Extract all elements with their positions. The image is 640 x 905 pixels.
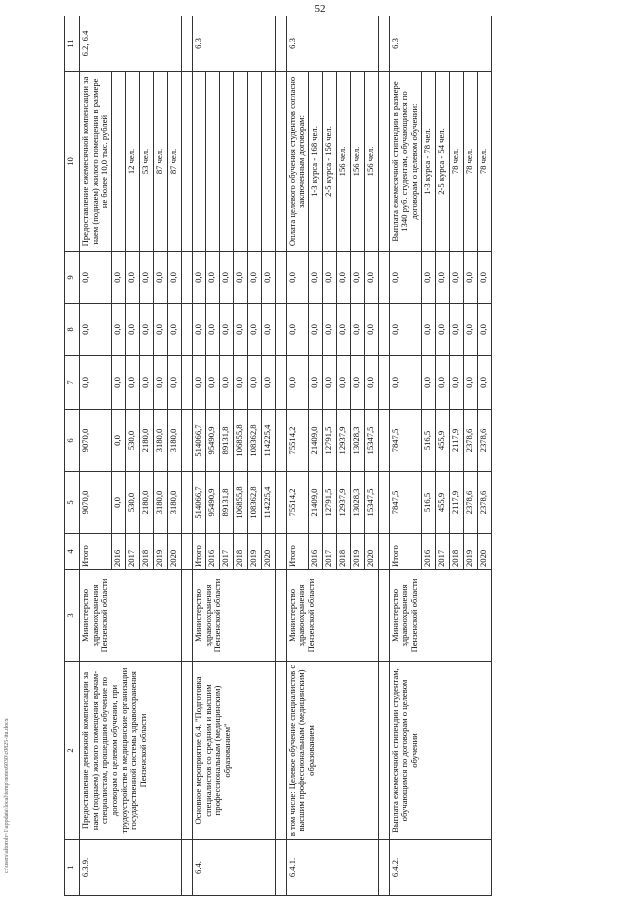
year-value: 0,0 <box>449 252 463 304</box>
separator-cell <box>378 662 389 840</box>
year-value: 0,0 <box>477 356 491 410</box>
table-row <box>389 16 421 896</box>
year-value: 0,0 <box>139 356 153 410</box>
total-value: 7847,5 <box>389 410 421 472</box>
total-value: 514066,7 <box>192 472 205 534</box>
separator-cell <box>181 840 192 896</box>
year-value: 0,0 <box>435 252 449 304</box>
year-value: 0,0 <box>435 356 449 410</box>
table-row <box>286 16 308 896</box>
year-value: 0,0 <box>350 252 364 304</box>
row-separator <box>181 16 192 896</box>
total-value: 514066,7 <box>192 410 205 472</box>
rotated-page <box>64 16 594 896</box>
year-value: 12937,9 <box>336 410 350 472</box>
row-code: 6.3.9. <box>80 840 182 896</box>
separator-cell <box>275 570 286 662</box>
year-value: 0,0 <box>322 252 336 304</box>
total-label: Итого <box>389 534 421 570</box>
total-value: 0,0 <box>286 304 308 356</box>
year-value: 0,0 <box>219 252 233 304</box>
year-value: 0,0 <box>167 252 181 304</box>
year-value: 0,0 <box>167 304 181 356</box>
year-value: 13028,3 <box>350 472 364 534</box>
year-value: 2378,6 <box>463 410 477 472</box>
column-number: 2 <box>65 662 80 840</box>
year-value: 0,0 <box>449 356 463 410</box>
year-value: 0,0 <box>477 252 491 304</box>
reference-code: 6.2, 6.4 <box>80 16 182 72</box>
year-value: 0,0 <box>125 304 139 356</box>
indicator-value: 156 чел. <box>336 72 350 252</box>
year-value: 0,0 <box>364 252 378 304</box>
year-value: 0,0 <box>205 304 219 356</box>
separator-cell <box>181 662 192 840</box>
separator-cell <box>275 662 286 840</box>
separator-cell <box>275 72 286 252</box>
year-value: 0,0 <box>435 304 449 356</box>
total-value: 0,0 <box>192 304 205 356</box>
year-value: 0,0 <box>233 252 247 304</box>
year-value: 114225,4 <box>261 472 275 534</box>
indicator-text: Предоставление ежемесячной компенсации за наем (поднаем) жилого помещения в размере не более 10,0 тыс. рублей <box>80 72 112 252</box>
column-number: 4 <box>65 534 80 570</box>
year-cell: 2016 <box>205 534 219 570</box>
year-value: 15347,5 <box>364 472 378 534</box>
year-value: 0,0 <box>350 304 364 356</box>
year-value: 89131,8 <box>219 410 233 472</box>
indicator-value: 2-5 курса - 54 чел. <box>435 72 449 252</box>
year-value: 0,0 <box>477 304 491 356</box>
year-value: 3180,0 <box>167 472 181 534</box>
year-cell: 2018 <box>233 534 247 570</box>
page-number: 52 <box>314 3 326 15</box>
separator-cell <box>181 16 192 72</box>
separator-cell <box>275 16 286 72</box>
year-value: 0,0 <box>205 252 219 304</box>
indicator-value <box>247 72 261 252</box>
year-cell: 2017 <box>219 534 233 570</box>
separator-cell <box>378 570 389 662</box>
total-value: 0,0 <box>286 356 308 410</box>
program-table <box>64 16 492 896</box>
year-value: 0,0 <box>219 356 233 410</box>
year-value: 0,0 <box>463 304 477 356</box>
year-value: 2180,0 <box>139 472 153 534</box>
row-code: 6.4. <box>192 840 275 896</box>
indicator-value <box>205 72 219 252</box>
year-value: 0,0 <box>421 356 435 410</box>
year-value: 2378,6 <box>477 410 491 472</box>
year-value: 0,0 <box>261 252 275 304</box>
year-value: 0,0 <box>308 356 322 410</box>
row-executor: Министерство здравоохранения Пензенской области <box>192 570 275 662</box>
column-number: 6 <box>65 410 80 472</box>
year-value: 12791,5 <box>322 410 336 472</box>
year-value: 0,0 <box>233 356 247 410</box>
year-value: 114225,4 <box>261 410 275 472</box>
year-value: 106855,8 <box>233 472 247 534</box>
year-cell: 2020 <box>477 534 491 570</box>
year-value: 516,5 <box>421 410 435 472</box>
column-number: 11 <box>65 16 80 72</box>
reference-code: 6.3 <box>192 16 275 72</box>
year-value: 455,9 <box>435 472 449 534</box>
year-value: 0,0 <box>322 356 336 410</box>
indicator-value: 156 чел. <box>350 72 364 252</box>
separator-cell <box>275 304 286 356</box>
year-value: 0,0 <box>111 410 125 472</box>
footer-path: c:\users\altoroh~1\appdata\local\temp\notes6030\c0825-itu.docx <box>4 718 10 873</box>
year-value: 0,0 <box>125 252 139 304</box>
year-value: 3180,0 <box>167 410 181 472</box>
separator-cell <box>275 356 286 410</box>
separator-cell <box>181 534 192 570</box>
row-code: 6.4.1. <box>286 840 378 896</box>
year-value: 0,0 <box>111 252 125 304</box>
year-cell: 2018 <box>139 534 153 570</box>
row-separator <box>275 16 286 896</box>
separator-cell <box>181 472 192 534</box>
year-value: 21409,0 <box>308 472 322 534</box>
year-value: 0,0 <box>364 356 378 410</box>
year-value: 0,0 <box>261 356 275 410</box>
year-value: 0,0 <box>336 304 350 356</box>
indicator-value: 53 чел. <box>139 72 153 252</box>
separator-cell <box>275 252 286 304</box>
year-value: 95490,9 <box>205 472 219 534</box>
separator-cell <box>378 472 389 534</box>
year-cell: 2018 <box>449 534 463 570</box>
indicator-text <box>192 72 205 252</box>
separator-cell <box>181 72 192 252</box>
year-cell: 2019 <box>153 534 167 570</box>
year-cell: 2016 <box>308 534 322 570</box>
year-cell: 2020 <box>261 534 275 570</box>
separator-cell <box>275 534 286 570</box>
year-value: 0,0 <box>111 356 125 410</box>
indicator-value: 87 чел. <box>167 72 181 252</box>
indicator-value: 78 чел. <box>477 72 491 252</box>
column-number: 7 <box>65 356 80 410</box>
year-value: 0,0 <box>139 252 153 304</box>
year-value: 2378,6 <box>477 472 491 534</box>
year-value: 3180,0 <box>153 472 167 534</box>
separator-cell <box>378 840 389 896</box>
total-value: 0,0 <box>192 252 205 304</box>
year-value: 0,0 <box>153 356 167 410</box>
separator-cell <box>181 410 192 472</box>
separator-cell <box>378 304 389 356</box>
year-value: 0,0 <box>322 304 336 356</box>
year-value: 0,0 <box>350 356 364 410</box>
year-value: 89131,8 <box>219 472 233 534</box>
year-cell: 2020 <box>167 534 181 570</box>
year-cell: 2016 <box>111 534 125 570</box>
indicator-value: 78 чел. <box>449 72 463 252</box>
row-executor: Министерство здравоохранения Пензенской области <box>389 570 491 662</box>
row-executor: Министерство здравоохранения Пензенской области <box>286 570 378 662</box>
year-value: 108362,8 <box>247 472 261 534</box>
year-value: 0,0 <box>125 356 139 410</box>
indicator-text: Оплата целевого обучения студентов согласно заключенным договорам: <box>286 72 308 252</box>
total-label: Итого <box>286 534 308 570</box>
row-name: Предоставление денежной компенсации за наем (поднаем) жилого помещения врачам-специалистам, прошедшим обучение по договорам о целевом обучении, при трудоустройстве в медицинские организации государственной системы здравоохранения Пензенской области <box>80 662 182 840</box>
year-cell: 2017 <box>125 534 139 570</box>
year-value: 0,0 <box>463 356 477 410</box>
year-value: 0,0 <box>364 304 378 356</box>
separator-cell <box>275 410 286 472</box>
total-value: 9070,0 <box>80 472 112 534</box>
year-value: 2117,9 <box>449 472 463 534</box>
separator-cell <box>378 534 389 570</box>
column-number: 5 <box>65 472 80 534</box>
year-cell: 2019 <box>350 534 364 570</box>
column-number: 9 <box>65 252 80 304</box>
column-number: 8 <box>65 304 80 356</box>
table-row <box>80 16 112 896</box>
year-cell: 2017 <box>435 534 449 570</box>
total-value: 0,0 <box>286 252 308 304</box>
year-cell: 2019 <box>247 534 261 570</box>
year-value: 0,0 <box>463 252 477 304</box>
total-value: 0,0 <box>389 304 421 356</box>
row-separator <box>378 16 389 896</box>
year-value: 0,0 <box>336 252 350 304</box>
year-cell: 2016 <box>421 534 435 570</box>
year-value: 0,0 <box>247 252 261 304</box>
year-value: 0,0 <box>421 252 435 304</box>
year-value: 0,0 <box>308 252 322 304</box>
total-value: 0,0 <box>80 252 112 304</box>
row-name: Выплата ежемесячной стипендии студентам, обучающимся по договорам о целевом обучении <box>389 662 491 840</box>
reference-code: 6.3 <box>286 16 378 72</box>
indicator-value: 2-5 курса - 156 чел. <box>322 72 336 252</box>
year-value: 0,0 <box>421 304 435 356</box>
year-value: 0,0 <box>205 356 219 410</box>
year-cell: 2020 <box>364 534 378 570</box>
separator-cell <box>181 252 192 304</box>
total-value: 75514,2 <box>286 472 308 534</box>
year-cell: 2017 <box>322 534 336 570</box>
year-value: 0,0 <box>111 304 125 356</box>
separator-cell <box>378 356 389 410</box>
rotated-content <box>64 16 594 896</box>
total-value: 0,0 <box>80 356 112 410</box>
year-value: 0,0 <box>261 304 275 356</box>
separator-cell <box>181 304 192 356</box>
year-value: 0,0 <box>308 304 322 356</box>
year-value: 0,0 <box>153 252 167 304</box>
year-value: 530,0 <box>125 410 139 472</box>
separator-cell <box>181 356 192 410</box>
indicator-value: 12 чел. <box>125 72 139 252</box>
column-number: 3 <box>65 570 80 662</box>
year-value: 455,9 <box>435 410 449 472</box>
total-value: 75514,2 <box>286 410 308 472</box>
total-value: 9070,0 <box>80 410 112 472</box>
separator-cell <box>378 72 389 252</box>
reference-code: 6.3 <box>389 16 491 72</box>
table-row <box>192 16 205 896</box>
separator-cell <box>275 472 286 534</box>
footer <box>4 659 14 879</box>
year-value: 0,0 <box>153 304 167 356</box>
total-value: 0,0 <box>389 252 421 304</box>
year-value: 2117,9 <box>449 410 463 472</box>
year-value: 0,0 <box>219 304 233 356</box>
row-code: 6.4.2. <box>389 840 491 896</box>
total-value: 7847,5 <box>389 472 421 534</box>
year-value: 0,0 <box>247 356 261 410</box>
indicator-value: 78 чел. <box>463 72 477 252</box>
year-value: 516,5 <box>421 472 435 534</box>
indicator-value <box>233 72 247 252</box>
year-value: 3180,0 <box>153 410 167 472</box>
total-label: Итого <box>80 534 112 570</box>
year-value: 0,0 <box>449 304 463 356</box>
total-value: 0,0 <box>389 356 421 410</box>
indicator-value: 156 чел. <box>364 72 378 252</box>
year-value: 2180,0 <box>139 410 153 472</box>
year-value: 108362,8 <box>247 410 261 472</box>
year-value: 15347,5 <box>364 410 378 472</box>
year-cell: 2018 <box>336 534 350 570</box>
year-value: 12937,9 <box>336 472 350 534</box>
year-value: 0,0 <box>139 304 153 356</box>
indicator-value <box>261 72 275 252</box>
indicator-value <box>219 72 233 252</box>
indicator-value: 1-3 курса - 78 чел. <box>421 72 435 252</box>
year-value: 13028,3 <box>350 410 364 472</box>
indicator-value: 87 чел. <box>153 72 167 252</box>
year-value: 0,0 <box>111 472 125 534</box>
total-value: 0,0 <box>192 356 205 410</box>
separator-cell <box>181 570 192 662</box>
separator-cell <box>275 840 286 896</box>
separator-cell <box>378 16 389 72</box>
year-value: 0,0 <box>247 304 261 356</box>
indicator-value: 1-3 курса - 168 чел. <box>308 72 322 252</box>
total-label: Итого <box>192 534 205 570</box>
year-cell: 2019 <box>463 534 477 570</box>
column-number: 10 <box>65 72 80 252</box>
indicator-value <box>111 72 125 252</box>
year-value: 530,0 <box>125 472 139 534</box>
total-value: 0,0 <box>80 304 112 356</box>
indicator-text: Выплата ежемесячной стипендии в размере 1340 руб. студентам, обучающимся по договорам о целевом обучении: <box>389 72 421 252</box>
year-value: 0,0 <box>233 304 247 356</box>
row-name: Основное мероприятие 6.4. "Подготовка специалистов со средним и высшим профессиональным (медицинским) образованием" <box>192 662 275 840</box>
row-executor: Министерство здравоохранения Пензенской области <box>80 570 182 662</box>
separator-cell <box>378 410 389 472</box>
year-value: 106855,8 <box>233 410 247 472</box>
year-value: 0,0 <box>336 356 350 410</box>
year-value: 0,0 <box>167 356 181 410</box>
row-name: в том числе: Целевое обучение специалистов с высшим профессиональным (медицинским) образованием <box>286 662 378 840</box>
separator-cell <box>378 252 389 304</box>
year-value: 21409,0 <box>308 410 322 472</box>
year-value: 2378,6 <box>463 472 477 534</box>
year-value: 12791,5 <box>322 472 336 534</box>
table-body <box>80 16 492 896</box>
column-number: 1 <box>65 840 80 896</box>
column-number-row <box>65 16 80 896</box>
year-value: 95490,9 <box>205 410 219 472</box>
